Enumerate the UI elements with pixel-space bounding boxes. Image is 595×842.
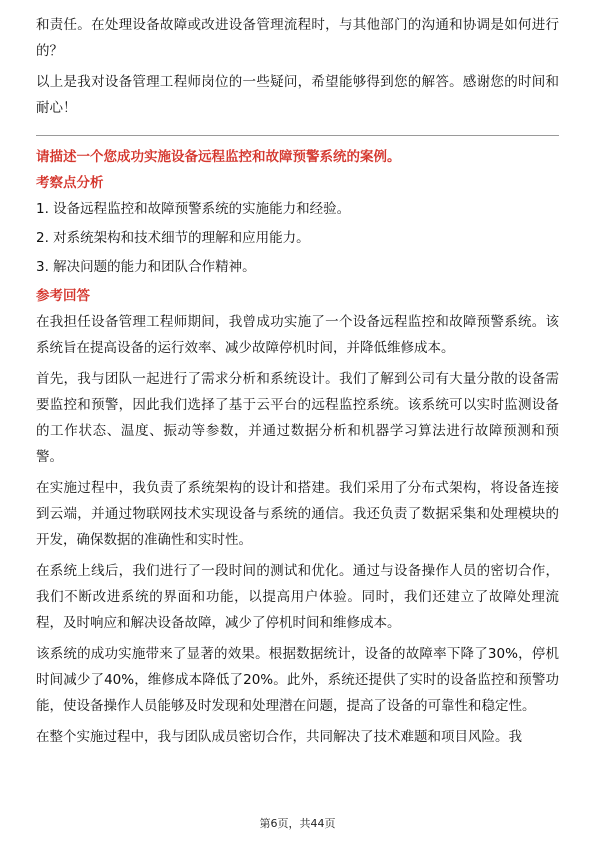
answer-title: 参考回答 [36,288,90,304]
intro-paragraph-1: 和责任。在处理设备故障或改进设备管理流程时，与其他部门的沟通和协调是如何进行的？ [36,17,559,59]
intro-paragraph-2: 以上是我对设备管理工程师岗位的一些疑问，希望能够得到您的解答。感谢您的时间和耐心！ [36,74,559,116]
answer-paragraph: 在实施过程中，我负责了系统架构的设计和搭建。我们采用了分布式架构，将设备连接到云端，并通过物联网技术实现设备与系统的通信。我还负责了数据采集和处理模块的开发，确保数据的准确性和实时性。 [36,480,559,548]
answer-paragraph: 在整个实施过程中，我与团队成员密切合作，共同解决了技术难题和项目风险。我 [36,729,522,745]
question-heading: 请描述一个您成功实施设备远程监控和故障预警系统的案例。 [36,149,401,165]
page-number: 第6页，共44页 [259,817,336,830]
answer-paragraph: 首先，我与团队一起进行了需求分析和系统设计。我们了解到公司有大量分散的设备需要监控和预警，因此我们选择了基于云平台的远程监控系统。该系统可以实时监测设备的工作状态、温度、振动等参数，并通过数据分析和机器学习算法进行故障预测和预警。 [36,371,559,465]
analysis-point: 3. 解决问题的能力和团队合作精神。 [36,259,256,275]
analysis-point: 1. 设备远程监控和故障预警系统的实施能力和经验。 [36,201,351,217]
document-page [36,12,559,750]
answer-paragraph: 在我担任设备管理工程师期间，我曾成功实施了一个设备远程监控和故障预警系统。该系统旨在提高设备的运行效率、减少故障停机时间，并降低维修成本。 [36,314,559,356]
section-divider [36,135,559,136]
analysis-point: 2. 对系统架构和技术细节的理解和应用能力。 [36,230,310,246]
answer-paragraph: 在系统上线后，我们进行了一段时间的测试和优化。通过与设备操作人员的密切合作，我们不断改进系统的界面和功能，以提高用户体验。同时，我们还建立了故障处理流程，及时响应和解决设备故障，减少了停机时间和维修成本。 [36,563,559,631]
answer-paragraph: 该系统的成功实施带来了显著的效果。根据数据统计，设备的故障率下降了30%，停机时间减少了40%，维修成本降低了20%。此外，系统还提供了实时的设备监控和预警功能，使设备操作人员能够及时发现和处理潜在问题，提高了设备的可靠性和稳定性。 [36,646,559,714]
analysis-title: 考察点分析 [36,175,104,191]
